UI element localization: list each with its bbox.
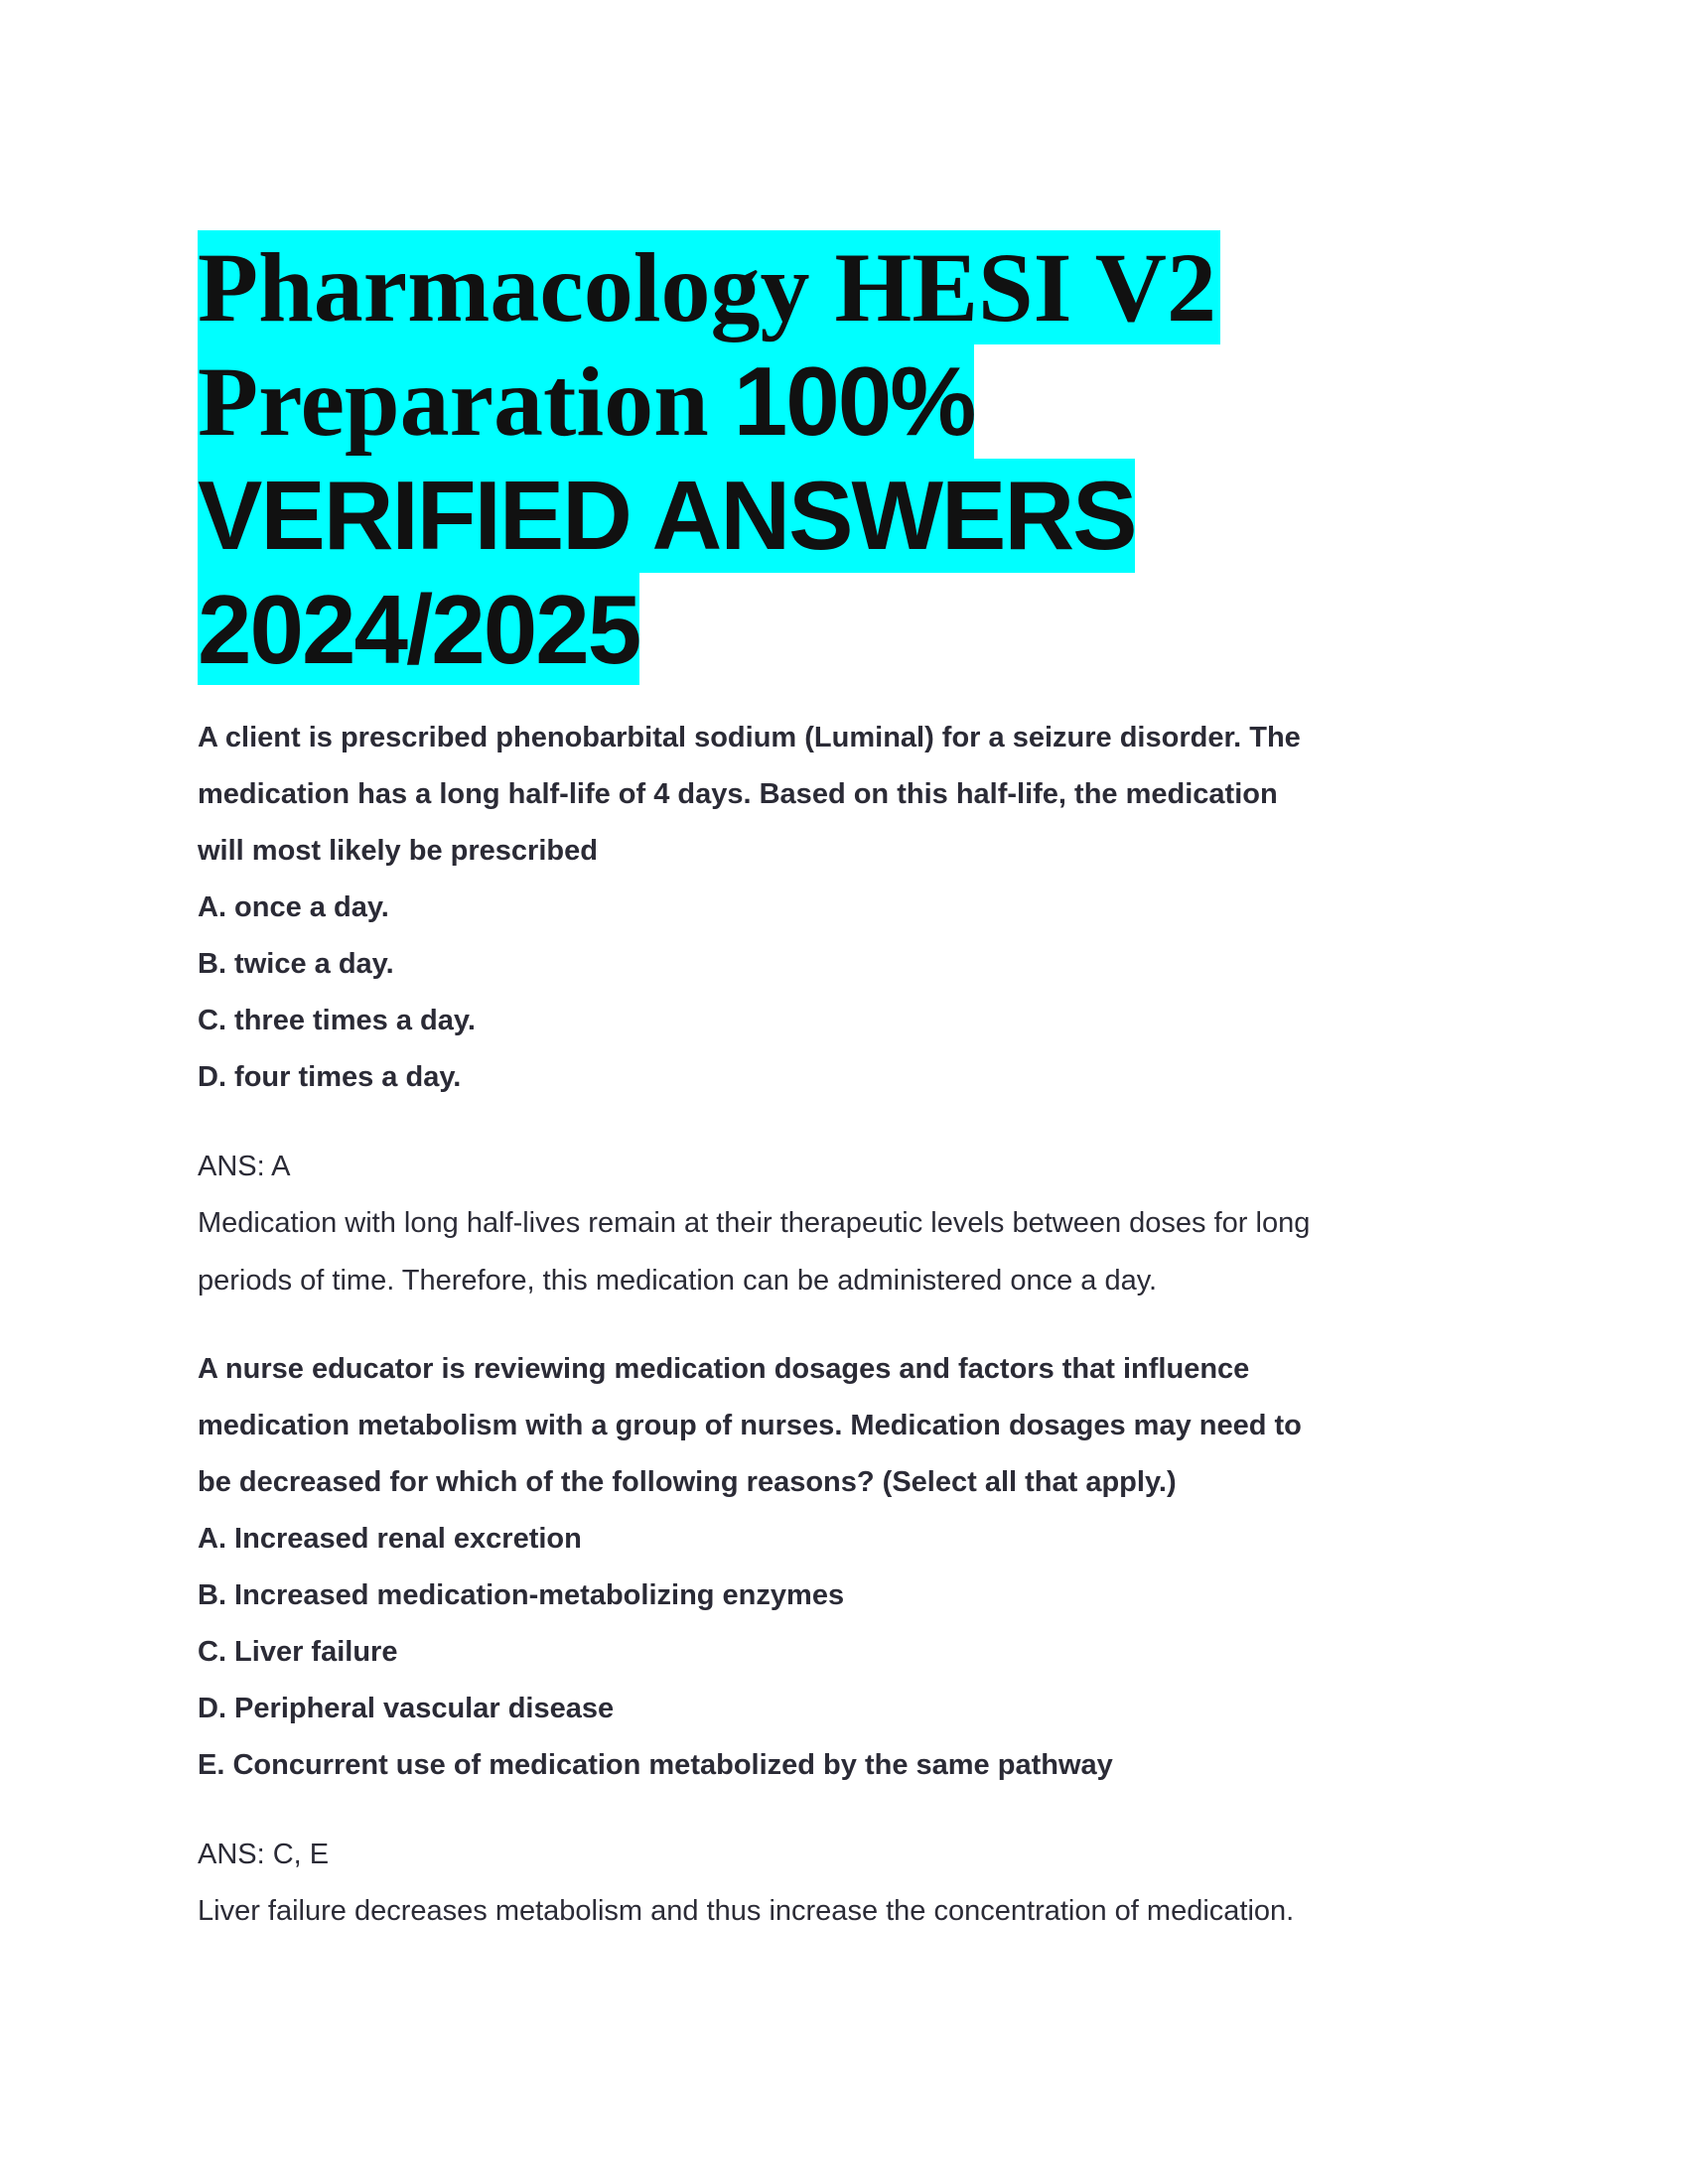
title-line-2-serif: Preparation	[198, 346, 734, 457]
option-e: E. Concurrent use of medication metabolized by the same pathway	[198, 1749, 1113, 1781]
option-c: C. three times a day.	[198, 1005, 476, 1036]
title-line-2	[198, 344, 974, 459]
question-stem: be decreased for which of the following reasons? (Select all that apply.)	[198, 1466, 1177, 1498]
question-stem: will most likely be prescribed	[198, 835, 598, 867]
question-stem: A client is prescribed phenobarbital sodium (Luminal) for a seizure disorder. The	[198, 722, 1301, 753]
title-line-1: Pharmacology HESI V2	[198, 230, 1220, 344]
rationale: Medication with long half-lives remain at their therapeutic levels between doses for long	[198, 1207, 1311, 1239]
title-line-4: 2024/2025	[198, 575, 640, 684]
title-line-3: VERIFIED ANSWERS	[198, 459, 1135, 573]
option-d: D. four times a day.	[198, 1061, 462, 1093]
option-b: B. Increased medication-metabolizing enzymes	[198, 1579, 845, 1611]
answer: ANS: C, E	[198, 1839, 330, 1870]
option-d: D. Peripheral vascular disease	[198, 1693, 615, 1724]
option-b: B. twice a day.	[198, 948, 394, 980]
option-a: A. Increased renal excretion	[198, 1523, 582, 1555]
option-a: A. once a day.	[198, 891, 389, 923]
question-stem: medication has a long half-life of 4 days. Based on this half-life, the medication	[198, 778, 1278, 810]
question-stem: A nurse educator is reviewing medication dosages and factors that influence	[198, 1353, 1250, 1385]
rationale: periods of time. Therefore, this medication can be administered once a day.	[198, 1265, 1158, 1297]
question-stem: medication metabolism with a group of nurses. Medication dosages may need to	[198, 1410, 1302, 1441]
title-line-2-sans: 100%	[733, 346, 975, 456]
option-c: C. Liver failure	[198, 1636, 398, 1668]
answer: ANS: A	[198, 1151, 291, 1182]
rationale: Liver failure decreases metabolism and thus increase the concentration of medication.	[198, 1895, 1295, 1927]
